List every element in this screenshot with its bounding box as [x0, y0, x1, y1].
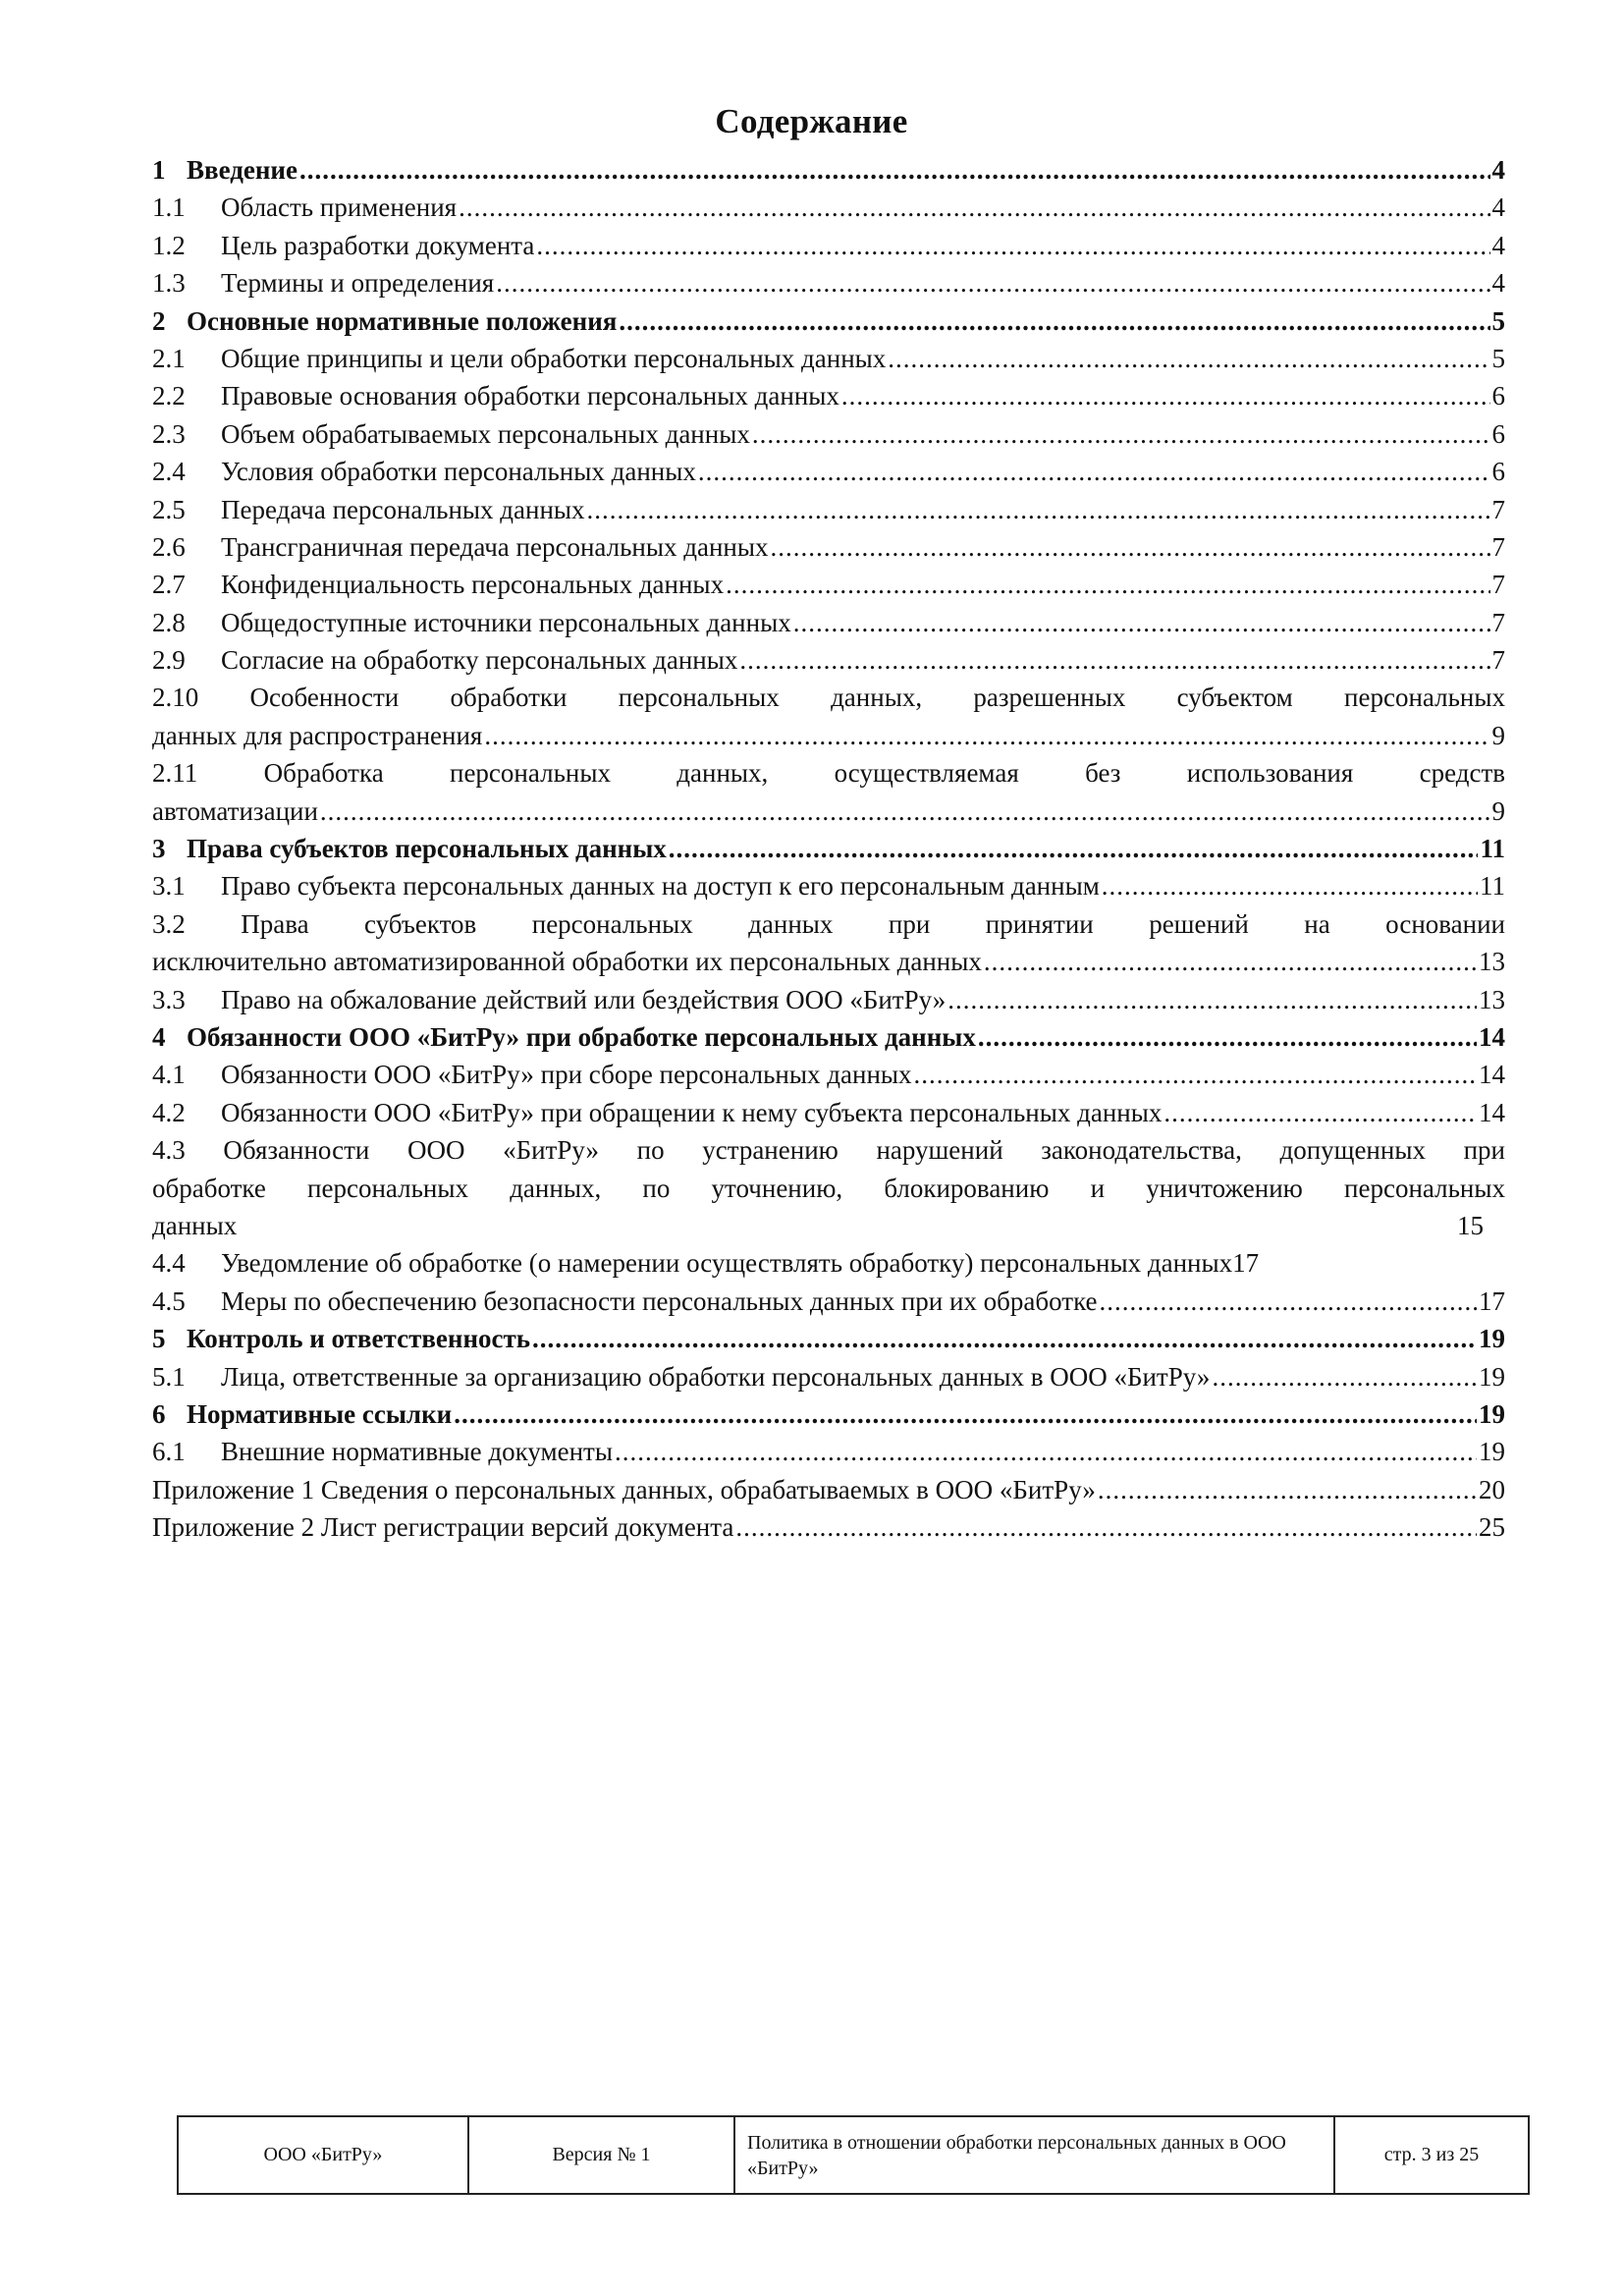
toc-entry-appendix-1[interactable] — [152, 1471, 1505, 1508]
toc-entry-number: 4.2 — [152, 1097, 186, 1127]
toc-entry-4[interactable] — [152, 1018, 1505, 1056]
toc-entry-3-3[interactable] — [152, 981, 1505, 1018]
toc-entry-number: 3 — [152, 834, 166, 864]
toc-entry-text: данных для распространения — [152, 720, 483, 750]
dot-leader — [735, 1508, 1477, 1546]
toc-entry-text: Правовые основания обработки персональных данных — [221, 381, 839, 411]
toc-entry-text: данных — [152, 1210, 238, 1240]
toc-entry-number: 2.3 — [152, 418, 186, 449]
toc-page-number: 19 — [1479, 1437, 1505, 1467]
toc-page-number: 9 — [1491, 720, 1505, 750]
toc-page-number: 19 — [1479, 1398, 1505, 1429]
toc-entry-text: Введение — [187, 155, 298, 185]
toc-entry-2-9[interactable] — [152, 641, 1505, 679]
toc-entry-appendix-2[interactable] — [152, 1508, 1505, 1546]
toc-entry-text: Меры по обеспечению безопасности персональных данных при их обработке — [221, 1285, 1098, 1316]
toc-page-number: 17 — [1232, 1248, 1260, 1279]
toc-entry-2-6[interactable] — [152, 528, 1505, 566]
page-footer — [177, 2115, 1530, 2195]
toc-entry-number: 2.2 — [152, 381, 186, 411]
toc-entry-4-4[interactable] — [152, 1244, 1505, 1282]
toc-entry-1[interactable] — [152, 151, 1505, 189]
page-title: Содержание — [715, 102, 908, 140]
toc-page-number: 5 — [1491, 343, 1505, 373]
toc-entry-text: автоматизации — [152, 795, 318, 826]
footer-document-title: Политика в отношении обработки персональных данных в ООО «БитРу» — [734, 2116, 1334, 2194]
dot-leader — [615, 1433, 1477, 1470]
toc-entry-2-8[interactable] — [152, 604, 1505, 641]
dot-leader — [536, 227, 1489, 264]
toc-entry-2-7[interactable] — [152, 566, 1505, 603]
toc-entry-number: 5 — [152, 1324, 166, 1354]
toc-entry-2-3[interactable] — [152, 415, 1505, 453]
toc-entry-text: Приложение 1 Сведения о персональных данных, обрабатываемых в ООО «БитРу» — [152, 1474, 1096, 1504]
toc-entry-5-1[interactable] — [152, 1358, 1505, 1395]
dot-leader — [1102, 867, 1478, 904]
toc-page-number: 7 — [1491, 531, 1505, 562]
toc-entry-text: Уведомление об обработке (о намерении осуществлять обработку) персональных данных — [221, 1248, 1233, 1279]
toc-entry-text: Обязанности ООО «БитРу» при обработке персональных данных — [187, 1021, 976, 1052]
toc-page-number: 4 — [1491, 268, 1505, 299]
toc-entry-2-1[interactable] — [152, 340, 1505, 377]
toc-entry-3[interactable] — [152, 830, 1505, 867]
toc-page-number: 20 — [1479, 1474, 1505, 1504]
table-of-contents — [152, 151, 1505, 1546]
toc-entry-number: 2.8 — [152, 607, 186, 637]
toc-entry-text: Условия обработки персональных данных — [221, 457, 696, 487]
toc-entry-text: Приложение 2 Лист регистрации версий документа — [152, 1512, 734, 1543]
dot-leader — [587, 491, 1490, 528]
toc-entry-text: Обязанности ООО «БитРу» при сборе персональных данных — [221, 1060, 912, 1090]
toc-entry-text: 4.3 Обязанности ООО «БитРу» по устранению нарушений законодательства, допущенных при — [152, 1135, 1505, 1166]
dot-leader — [752, 415, 1490, 453]
toc-entry-1-2[interactable] — [152, 227, 1505, 264]
toc-page-number: 6 — [1491, 381, 1505, 411]
toc-entry-number: 4.4 — [152, 1248, 186, 1279]
toc-entry-text: 2.10 Особенности обработки персональных данных, разрешенных субъектом персональных — [152, 683, 1505, 713]
toc-entry-text: Передача персональных данных — [221, 494, 585, 524]
toc-entry-text: Право субъекта персональных данных на доступ к его персональным данным — [221, 871, 1100, 902]
dot-leader — [726, 566, 1489, 603]
toc-page-number: 19 — [1479, 1324, 1505, 1354]
toc-page-number: 6 — [1491, 418, 1505, 449]
dot-leader — [698, 453, 1490, 490]
dot-leader — [619, 302, 1489, 340]
toc-page-number: 14 — [1479, 1097, 1505, 1127]
toc-entry-number: 2.1 — [152, 343, 186, 373]
dot-leader — [978, 1018, 1477, 1056]
toc-entry-5[interactable] — [152, 1320, 1505, 1357]
toc-entry-number: 2.7 — [152, 570, 186, 600]
toc-entry-text: Конфиденциальность персональных данных — [221, 570, 725, 600]
toc-page-number: 7 — [1491, 570, 1505, 600]
toc-entry-text: Общедоступные источники персональных данных — [221, 607, 791, 637]
toc-entry-number: 5.1 — [152, 1361, 186, 1392]
dot-leader — [841, 377, 1490, 414]
dot-leader — [320, 793, 1490, 830]
toc-page-number: 15 — [1457, 1210, 1484, 1240]
dot-leader — [1100, 1283, 1477, 1320]
dot-leader — [1212, 1358, 1477, 1395]
toc-entry-text: Права субъектов персональных данных — [187, 834, 667, 864]
toc-entry-text: 2.11 Обработка персональных данных, осуществляемая без использования средств — [152, 758, 1505, 789]
toc-page-number: 4 — [1491, 230, 1505, 260]
toc-page-number: 4 — [1491, 192, 1505, 223]
toc-entry-number: 2.9 — [152, 645, 186, 676]
toc-page-number: 13 — [1479, 984, 1505, 1014]
toc-page-number: 14 — [1479, 1060, 1505, 1090]
toc-page-number: 14 — [1479, 1021, 1505, 1052]
toc-entry-1-1[interactable] — [152, 189, 1505, 226]
dot-leader — [299, 151, 1490, 189]
dot-leader — [739, 641, 1489, 679]
toc-page-number: 7 — [1491, 607, 1505, 637]
toc-entry-number: 2.6 — [152, 531, 186, 562]
toc-entry-text: Право на обжалование действий или бездействия ООО «БитРу» — [221, 984, 947, 1014]
dot-leader — [888, 340, 1489, 377]
dot-leader — [1163, 1094, 1477, 1131]
toc-page-number: 6 — [1491, 457, 1505, 487]
toc-entry-4-1[interactable] — [152, 1056, 1505, 1093]
toc-entry-number: 2 — [152, 305, 166, 336]
dot-leader — [947, 981, 1477, 1018]
dot-leader — [459, 189, 1489, 226]
toc-entry-number: 1.2 — [152, 230, 186, 260]
toc-entry-2-2[interactable] — [152, 377, 1505, 414]
toc-entry-number: 6.1 — [152, 1437, 186, 1467]
toc-entry-number: 6 — [152, 1398, 166, 1429]
toc-entry-text: Трансграничная передача персональных данных — [221, 531, 769, 562]
toc-entry-number: 3.1 — [152, 871, 186, 902]
footer-company: ООО «БитРу» — [178, 2116, 468, 2194]
toc-entry-text: Обязанности ООО «БитРу» при обращении к нему субъекта персональных данных — [221, 1097, 1163, 1127]
toc-page-number: 4 — [1491, 155, 1505, 185]
toc-entry-text: Область применения — [221, 192, 458, 223]
toc-page-number: 11 — [1480, 871, 1505, 902]
dot-leader — [793, 604, 1490, 641]
toc-entry-6-1[interactable] — [152, 1433, 1505, 1470]
dot-leader — [454, 1395, 1477, 1433]
toc-entry-number: 2.5 — [152, 494, 186, 524]
toc-entry-3-2[interactable] — [152, 905, 1505, 981]
toc-entry-number: 1.3 — [152, 268, 186, 299]
toc-entry-1-3[interactable] — [152, 264, 1505, 301]
toc-page-number: 5 — [1491, 305, 1505, 336]
toc-entry-number: 4 — [152, 1021, 166, 1052]
toc-entry-text: Термины и определения — [221, 268, 495, 299]
toc-page-number: 7 — [1491, 494, 1505, 524]
toc-page-number: 7 — [1491, 645, 1505, 676]
footer-page-number: стр. 3 из 25 — [1334, 2116, 1529, 2194]
dot-leader — [669, 830, 1479, 867]
toc-page-number: 13 — [1479, 947, 1505, 977]
toc-entry-2-5[interactable] — [152, 491, 1505, 528]
toc-entry-text: исключительно автоматизированной обработки их персональных данных — [152, 947, 982, 977]
dot-leader — [532, 1320, 1477, 1357]
dot-leader — [484, 717, 1489, 754]
toc-entry-3-1[interactable] — [152, 867, 1505, 904]
toc-entry-number: 1.1 — [152, 192, 186, 223]
toc-page-number: 25 — [1479, 1512, 1505, 1543]
toc-entry-text: Общие принципы и цели обработки персональных данных — [221, 343, 887, 373]
toc-entry-2-10[interactable] — [152, 679, 1505, 754]
toc-entry-number: 2.4 — [152, 457, 186, 487]
dot-leader — [496, 264, 1489, 301]
toc-page-number: 9 — [1491, 795, 1505, 826]
toc-entry-text: 3.2 Права субъектов персональных данных при принятии решений на основании — [152, 908, 1505, 939]
toc-entry-2[interactable] — [152, 302, 1505, 340]
toc-entry-number: 1 — [152, 155, 166, 185]
toc-entry-4-5[interactable] — [152, 1283, 1505, 1320]
toc-entry-text: Контроль и ответственность — [187, 1324, 531, 1354]
toc-entry-2-11[interactable] — [152, 754, 1505, 830]
toc-entry-number: 3.3 — [152, 984, 186, 1014]
toc-entry-text: Внешние нормативные документы — [221, 1437, 613, 1467]
toc-entry-text: обработке персональных данных, по уточнению, блокированию и уничтожению персональных — [152, 1173, 1505, 1203]
toc-entry-text: Объем обрабатываемых персональных данных — [221, 418, 750, 449]
toc-entry-number: 4.1 — [152, 1060, 186, 1090]
dot-leader — [914, 1056, 1477, 1093]
footer-version: Версия № 1 — [468, 2116, 734, 2194]
toc-page-number: 17 — [1479, 1285, 1505, 1316]
toc-entry-4-2[interactable] — [152, 1094, 1505, 1131]
dot-leader — [771, 528, 1490, 566]
toc-page-number: 19 — [1479, 1361, 1505, 1392]
toc-entry-number: 4.5 — [152, 1285, 186, 1316]
toc-entry-6[interactable] — [152, 1395, 1505, 1433]
toc-entry-2-4[interactable] — [152, 453, 1505, 490]
toc-entry-4-3[interactable] — [152, 1131, 1505, 1244]
toc-entry-text: Основные нормативные положения — [187, 305, 618, 336]
toc-page-number: 11 — [1480, 834, 1505, 864]
toc-entry-text: Цель разработки документа — [221, 230, 535, 260]
dot-leader — [984, 943, 1477, 980]
dot-leader — [1098, 1471, 1477, 1508]
toc-entry-text: Нормативные ссылки — [187, 1398, 453, 1429]
toc-entry-text: Лица, ответственные за организацию обработки персональных данных в ООО «БитРу» — [221, 1361, 1211, 1392]
toc-entry-text: Согласие на обработку персональных данных — [221, 645, 738, 676]
